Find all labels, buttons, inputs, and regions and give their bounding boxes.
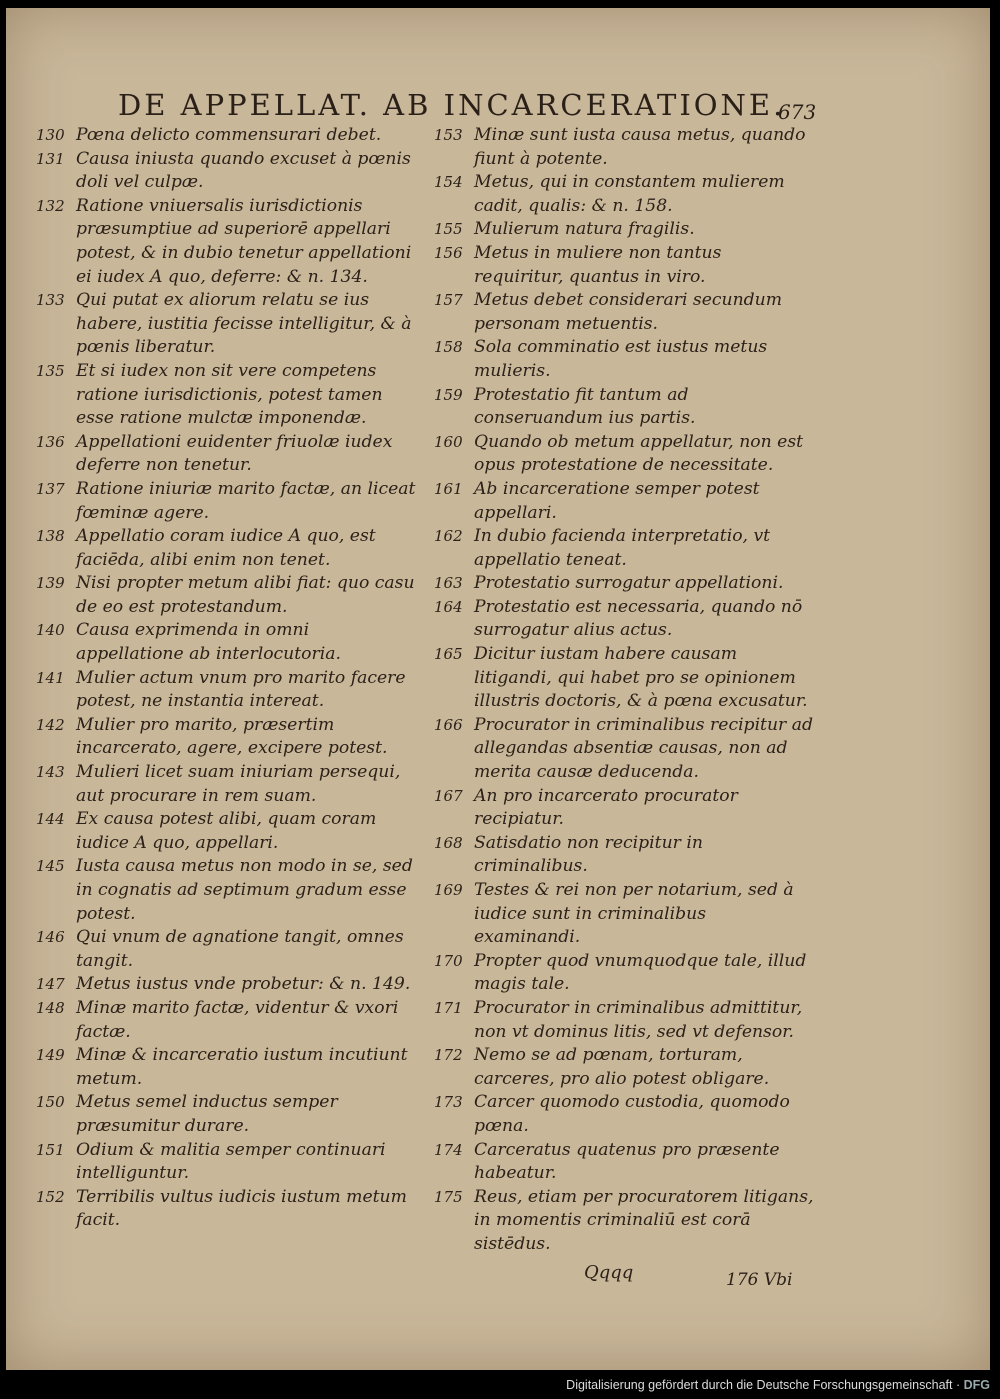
entry-text: Qui putat ex aliorum relatu se ius habere, iustitia fecisse intelligitur, & à pœnis liberatur.	[76, 290, 412, 358]
summary-entry	[434, 124, 814, 171]
entry-number: 157	[434, 291, 463, 310]
entry-text: Minæ & incarceratio iustum incutiunt metum.	[76, 1045, 408, 1089]
entry-number: 166	[434, 715, 463, 734]
entry-text: Nisi propter metum alibi fiat: quo casu de eo est protestandum.	[76, 573, 415, 617]
entry-number: 175	[434, 1187, 463, 1206]
credit-text: Digitalisierung gefördert durch die Deutsche Forschungsgemeinschaft ·	[566, 1378, 961, 1392]
catchword: 176 Vbi	[726, 1270, 793, 1290]
entry-number: 174	[434, 1140, 463, 1159]
entry-number: 165	[434, 645, 463, 664]
entry-text: Procurator in criminalibus recipitur ad allegandas absentiæ causas, non ad merita causæ deducenda.	[474, 714, 813, 783]
entry-text: Nemo se ad pœnam, torturam, carceres, pro alio potest obligare.	[474, 1045, 770, 1089]
entry-number: 139	[36, 574, 65, 593]
folio-number: 673	[778, 100, 817, 124]
entry-text: Causa iniusta quando excuset à pœnis doli vel culpæ.	[76, 148, 411, 193]
entry-number: 142	[36, 715, 65, 734]
summary-entry	[36, 855, 416, 926]
entry-number: 148	[36, 998, 65, 1017]
entry-text: Reus, etiam per procuratorem litigans, in momentis criminaliū est corā sistēdus.	[474, 1186, 814, 1254]
entry-number: 153	[434, 126, 463, 144]
entry-text: Appellationi euidenter friuolæ iudex deferre non tenetur.	[76, 431, 393, 476]
summary-entry	[36, 926, 416, 973]
entry-text: Mulierum natura fragilis.	[474, 219, 695, 240]
entry-number: 163	[434, 574, 463, 593]
entry-number: 135	[36, 361, 65, 380]
summary-entry	[36, 997, 416, 1044]
entry-number: 143	[36, 763, 65, 782]
entry-text: Protestatio est necessaria, quando nō surrogatur alius actus.	[474, 596, 803, 641]
summary-entry	[434, 596, 814, 643]
entry-text: Quando ob metum appellatur, non est opus protestatione de necessitate.	[474, 431, 804, 476]
entry-number: 149	[36, 1046, 65, 1065]
summary-entry	[434, 242, 814, 289]
entry-text: Propter quod vnumquodque tale, illud magis tale.	[474, 950, 807, 995]
summary-entry	[434, 879, 814, 950]
entry-number: 159	[434, 385, 463, 404]
summary-entry	[434, 1139, 814, 1186]
dfg-logo: DFG	[963, 1378, 990, 1392]
entry-text: Minæ sunt iusta causa metus, quando fiunt à potente.	[474, 125, 806, 169]
summary-entry	[434, 1044, 814, 1091]
entry-number: 138	[36, 527, 65, 546]
entry-text: Causa exprimenda in omni appellatione ab interlocutoria.	[76, 620, 341, 665]
entry-number: 136	[36, 432, 65, 451]
entry-number: 133	[36, 291, 65, 310]
entry-number: 162	[434, 527, 463, 546]
entry-number: 147	[36, 975, 65, 994]
entry-text: Mulieri licet suam iniuriam persequi, aut procurare in rem suam.	[76, 762, 401, 806]
entry-number: 145	[36, 857, 65, 876]
entry-number: 137	[36, 479, 65, 498]
entry-text: Carceratus quatenus pro præsente habeatur.	[474, 1139, 780, 1184]
entry-text: Appellatio coram iudice A quo, est faciēda, alibi enim non tenet.	[76, 526, 376, 570]
entry-number: 152	[36, 1187, 65, 1206]
summary-entry	[36, 148, 416, 195]
summary-entry	[434, 336, 814, 383]
entry-text: Odium & malitia semper continuari intelliguntur.	[76, 1139, 386, 1184]
summary-entry	[434, 997, 814, 1044]
digitization-credit	[566, 1378, 990, 1392]
entry-number: 171	[434, 998, 463, 1017]
entry-number: 151	[36, 1140, 65, 1159]
entry-number: 140	[36, 621, 65, 640]
summary-entry	[36, 1186, 416, 1233]
summary-entry	[434, 832, 814, 879]
summary-entry	[434, 431, 814, 478]
entry-number: 156	[434, 243, 463, 262]
entry-text: Mulier pro marito, præsertim incarcerato, agere, excipere potest.	[76, 714, 388, 759]
summary-entry	[434, 1091, 814, 1138]
entry-number: 170	[434, 951, 463, 970]
summary-entry	[434, 1186, 814, 1257]
summary-entry	[36, 572, 416, 619]
entry-text: Satisdatio non recipitur in criminalibus.	[474, 832, 703, 877]
entry-text: Metus semel inductus semper præsumitur durare.	[76, 1092, 338, 1136]
entry-number: 141	[36, 668, 65, 687]
summary-entry	[434, 643, 814, 714]
summary-entry	[36, 761, 416, 808]
entry-text: Metus iustus vnde probetur: & n. 149.	[76, 974, 411, 995]
entry-text: In dubio facienda interpretatio, vt appellatio teneat.	[474, 526, 771, 570]
entry-text: Protestatio fit tantum ad conseruandum ius partis.	[474, 384, 696, 429]
entry-text: Et si iudex non sit vere competens ratione iurisdictionis, potest tamen esse ratione mulctæ imponendæ.	[76, 360, 383, 429]
entry-text: Protestatio surrogatur appellationi.	[474, 573, 784, 594]
entry-number: 167	[434, 786, 463, 805]
entry-number: 172	[434, 1046, 463, 1065]
summary-entry	[36, 1139, 416, 1186]
summary-entry	[36, 808, 416, 855]
entry-text: Minæ marito factæ, videntur & vxori factæ.	[76, 997, 399, 1042]
summary-entry	[36, 619, 416, 666]
left-column	[36, 124, 416, 1233]
entry-number: 131	[36, 149, 65, 168]
summary-entry	[434, 950, 814, 997]
book-page	[6, 8, 990, 1370]
entry-text: Metus in muliere non tantus requiritur, quantus in viro.	[474, 242, 722, 287]
entry-number: 158	[434, 338, 463, 357]
summary-entry	[36, 973, 416, 997]
summary-entry	[434, 525, 814, 572]
summary-entry	[36, 667, 416, 714]
entry-text: Terribilis vultus iudicis iustum metum facit.	[76, 1186, 407, 1231]
entry-number: 150	[36, 1093, 65, 1112]
entry-number: 146	[36, 928, 65, 947]
entry-number: 169	[434, 881, 463, 899]
summary-entry	[434, 714, 814, 785]
summary-entry	[434, 218, 814, 242]
summary-entry	[36, 1044, 416, 1091]
entry-number: 161	[434, 479, 463, 498]
entry-number: 160	[434, 432, 463, 451]
summary-entry	[434, 171, 814, 218]
summary-entry	[434, 384, 814, 431]
entry-number: 132	[36, 196, 65, 215]
summary-entry	[434, 572, 814, 596]
entry-text: Mulier actum vnum pro marito facere potest, ne instantia intereat.	[76, 667, 406, 712]
summary-entry	[36, 525, 416, 572]
entry-text: Ratione iniuriæ marito factæ, an liceat fœminæ agere.	[76, 478, 416, 523]
entry-number: 168	[434, 833, 463, 852]
summary-entry	[36, 360, 416, 431]
entry-text: Metus debet considerari secundum personam metuentis.	[474, 290, 783, 334]
summary-entry	[36, 478, 416, 525]
summary-entry	[36, 195, 416, 289]
entry-number: 154	[434, 173, 463, 192]
summary-entry	[36, 289, 416, 360]
entry-text: Sola comminatio est iustus metus mulieris.	[474, 337, 768, 381]
entry-number: 173	[434, 1093, 463, 1112]
entry-text: Ratione vniuersalis iurisdictionis præsumptiue ad superiorē appellari potest, & in dubio tenetur appellationi ei iudex A quo, deferre: & n. 134.	[76, 195, 412, 287]
running-head: DE APPELLAT. AB INCARCERATIONE.	[118, 88, 786, 122]
entry-number: 164	[434, 597, 463, 616]
entry-number: 130	[36, 126, 65, 144]
summary-entry	[36, 714, 416, 761]
entry-text: Procurator in criminalibus admittitur, non vt dominus litis, sed vt defensor.	[474, 997, 803, 1042]
entry-text: Pœna delicto commensurari debet.	[76, 125, 382, 145]
entry-number: 155	[434, 220, 463, 239]
summary-entry	[36, 124, 416, 148]
entry-text: Testes & rei non per notarium, sed à iudice sunt in criminalibus examinandi.	[474, 880, 794, 948]
summary-entry	[36, 1091, 416, 1138]
entry-text: Qui vnum de agnatione tangit, omnes tangit.	[76, 927, 404, 971]
entry-text: Iusta causa metus non modo in se, sed in cognatis ad septimum gradum esse potest.	[76, 856, 413, 924]
entry-number: 144	[36, 810, 65, 829]
summary-entry	[434, 289, 814, 336]
entry-text: Ab incarceratione semper potest appellari.	[474, 478, 760, 523]
entry-text: An pro incarcerato procurator recipiatur.	[474, 785, 738, 830]
summary-entry	[434, 478, 814, 525]
entry-text: Ex causa potest alibi, quam coram iudice A quo, appellari.	[76, 809, 377, 853]
entry-text: Metus, qui in constantem mulierem cadit, qualis: & n. 158.	[474, 172, 785, 216]
entry-text: Dicitur iustam habere causam litigandi, qui habet pro se opinionem illustris doctoris, & à pœna excusatur.	[474, 644, 808, 712]
summary-entry	[434, 785, 814, 832]
summary-entry	[36, 431, 416, 478]
right-column	[434, 124, 814, 1257]
signature-mark: Qqqq	[584, 1262, 634, 1283]
entry-text: Carcer quomodo custodia, quomodo pœna.	[474, 1092, 790, 1136]
